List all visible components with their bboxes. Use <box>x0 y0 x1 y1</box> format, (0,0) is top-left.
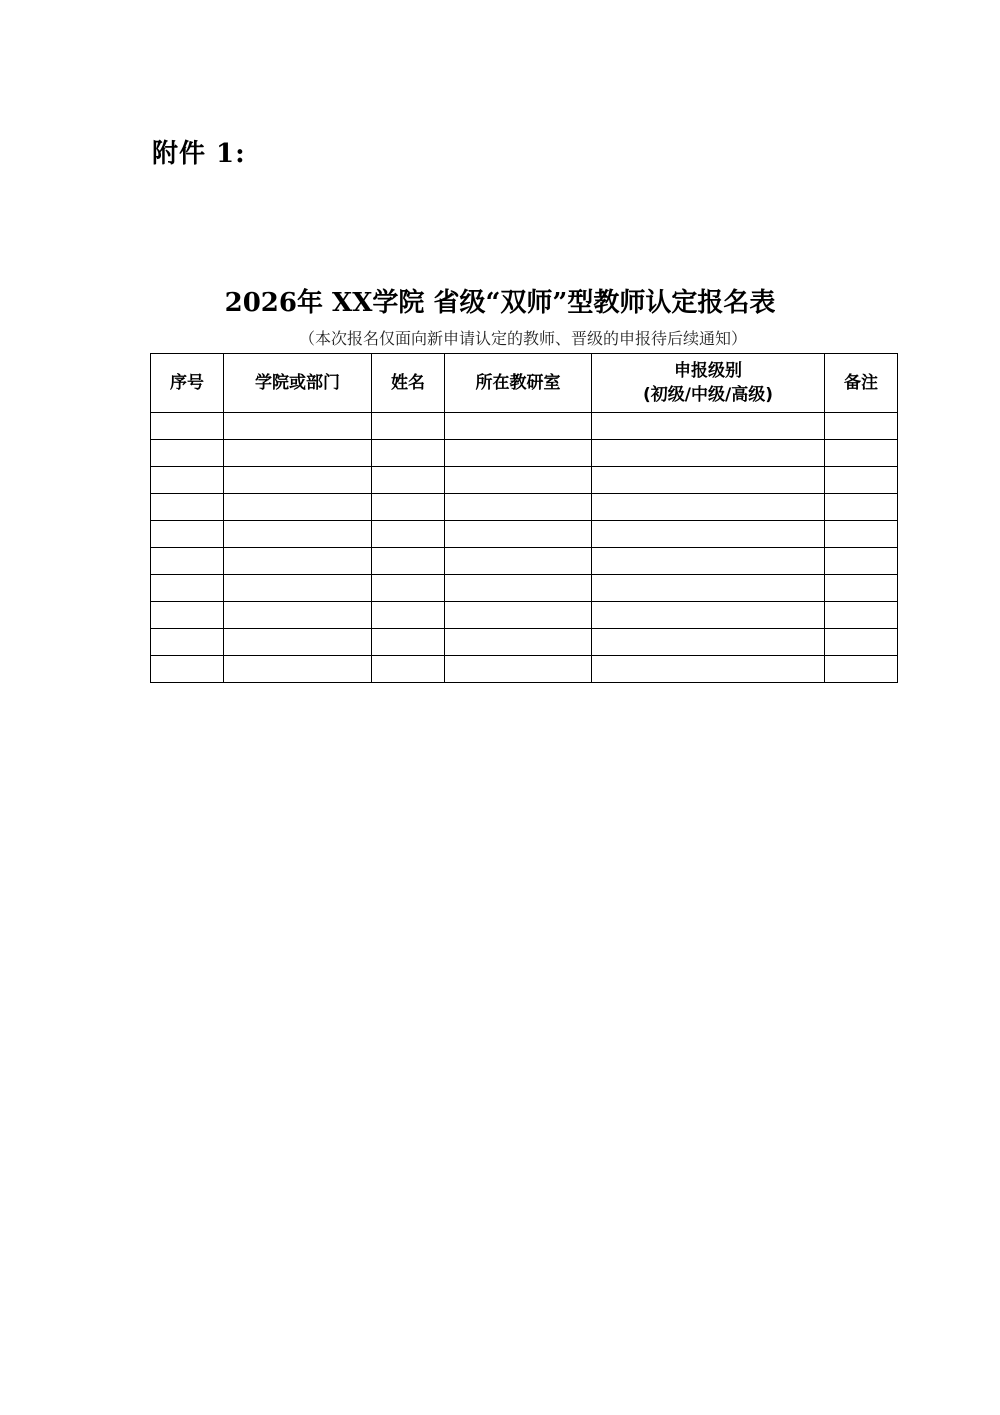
cell-seq[interactable] <box>151 440 224 467</box>
header-name: 姓名 <box>372 354 445 413</box>
registration-table <box>150 353 898 683</box>
cell-remarks[interactable] <box>825 413 898 440</box>
table-row <box>151 656 898 683</box>
cell-college[interactable] <box>224 440 372 467</box>
cell-office[interactable] <box>445 494 592 521</box>
cell-level[interactable] <box>592 413 825 440</box>
cell-college[interactable] <box>224 467 372 494</box>
document-subtitle: （本次报名仅面向新申请认定的教师、晋级的申报待后续通知） <box>298 329 747 348</box>
cell-level[interactable] <box>592 548 825 575</box>
cell-office[interactable] <box>445 467 592 494</box>
table-row <box>151 494 898 521</box>
cell-seq[interactable] <box>151 521 224 548</box>
cell-college[interactable] <box>224 548 372 575</box>
cell-level[interactable] <box>592 440 825 467</box>
cell-college[interactable] <box>224 575 372 602</box>
table-body <box>151 413 898 683</box>
table-row <box>151 521 898 548</box>
cell-college[interactable] <box>224 413 372 440</box>
table-row <box>151 548 898 575</box>
cell-seq[interactable] <box>151 575 224 602</box>
cell-level[interactable] <box>592 467 825 494</box>
header-seq: 序号 <box>151 354 224 413</box>
table-header-row <box>151 354 898 413</box>
cell-remarks[interactable] <box>825 575 898 602</box>
cell-office[interactable] <box>445 521 592 548</box>
cell-level[interactable] <box>592 602 825 629</box>
table-row <box>151 413 898 440</box>
cell-name[interactable] <box>372 548 445 575</box>
cell-level[interactable] <box>592 575 825 602</box>
cell-name[interactable] <box>372 629 445 656</box>
table-row <box>151 440 898 467</box>
cell-name[interactable] <box>372 602 445 629</box>
cell-level[interactable] <box>592 629 825 656</box>
cell-remarks[interactable] <box>825 494 898 521</box>
cell-college[interactable] <box>224 656 372 683</box>
cell-office[interactable] <box>445 656 592 683</box>
document-title: 2026年 XX学院 省级“双师”型教师认定报名表 <box>224 288 776 318</box>
table-row <box>151 629 898 656</box>
cell-office[interactable] <box>445 629 592 656</box>
cell-name[interactable] <box>372 575 445 602</box>
cell-seq[interactable] <box>151 467 224 494</box>
table-row <box>151 602 898 629</box>
table-row <box>151 575 898 602</box>
cell-office[interactable] <box>445 440 592 467</box>
cell-seq[interactable] <box>151 548 224 575</box>
cell-level[interactable] <box>592 494 825 521</box>
cell-college[interactable] <box>224 602 372 629</box>
table-row <box>151 467 898 494</box>
header-remarks: 备注 <box>825 354 898 413</box>
header-level-line2: (初级/中级/高级) <box>643 385 773 405</box>
cell-remarks[interactable] <box>825 656 898 683</box>
cell-remarks[interactable] <box>825 548 898 575</box>
header-level <box>592 354 825 413</box>
header-level-line1: 申报级别 <box>674 361 742 381</box>
cell-remarks[interactable] <box>825 440 898 467</box>
cell-college[interactable] <box>224 629 372 656</box>
cell-name[interactable] <box>372 413 445 440</box>
cell-seq[interactable] <box>151 494 224 521</box>
cell-remarks[interactable] <box>825 467 898 494</box>
attachment-label: 附件 1: <box>152 139 246 169</box>
cell-name[interactable] <box>372 656 445 683</box>
cell-level[interactable] <box>592 656 825 683</box>
cell-college[interactable] <box>224 494 372 521</box>
cell-seq[interactable] <box>151 629 224 656</box>
cell-office[interactable] <box>445 602 592 629</box>
header-college: 学院或部门 <box>224 354 372 413</box>
cell-remarks[interactable] <box>825 602 898 629</box>
cell-name[interactable] <box>372 467 445 494</box>
cell-seq[interactable] <box>151 656 224 683</box>
cell-remarks[interactable] <box>825 629 898 656</box>
cell-office[interactable] <box>445 548 592 575</box>
cell-office[interactable] <box>445 413 592 440</box>
cell-name[interactable] <box>372 521 445 548</box>
cell-seq[interactable] <box>151 602 224 629</box>
cell-office[interactable] <box>445 575 592 602</box>
cell-college[interactable] <box>224 521 372 548</box>
cell-name[interactable] <box>372 440 445 467</box>
header-office: 所在教研室 <box>445 354 592 413</box>
cell-name[interactable] <box>372 494 445 521</box>
cell-remarks[interactable] <box>825 521 898 548</box>
cell-seq[interactable] <box>151 413 224 440</box>
cell-level[interactable] <box>592 521 825 548</box>
